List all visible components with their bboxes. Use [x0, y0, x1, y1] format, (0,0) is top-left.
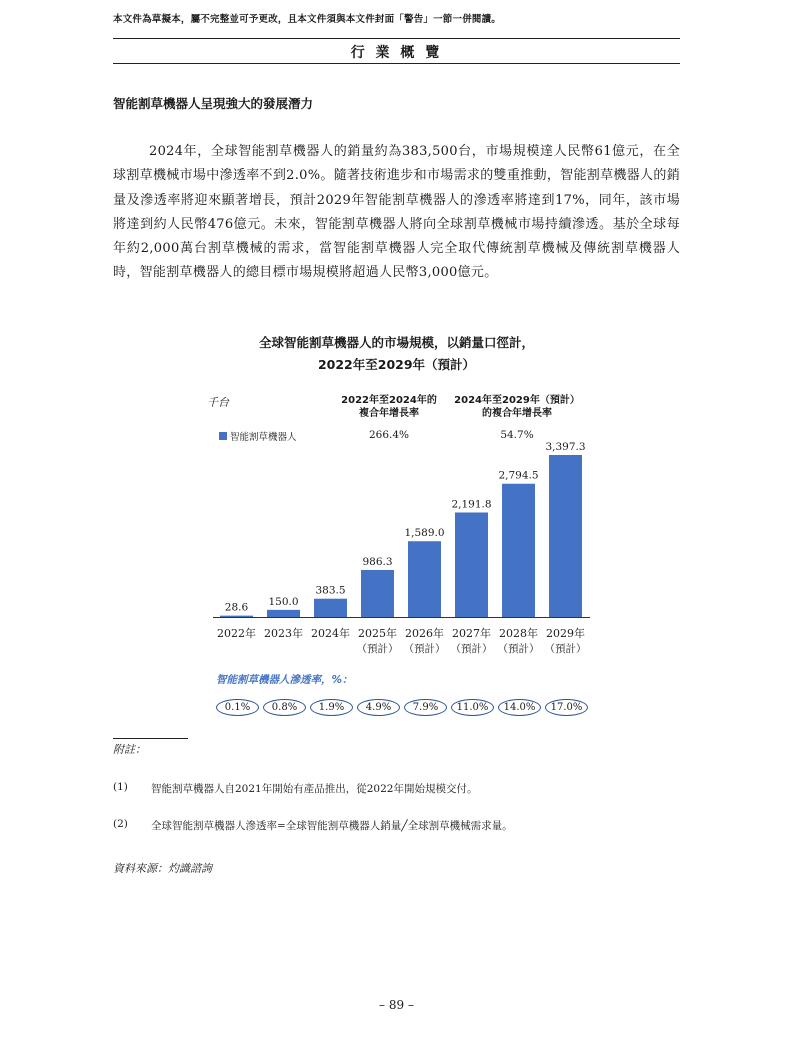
- x-tick-label-6: 2028年: [499, 627, 538, 640]
- x-tick-sublabel-3: （預計）: [356, 643, 399, 655]
- penetration-pill-3: 4.9%: [357, 699, 400, 716]
- bar-1: [267, 610, 300, 617]
- cagr-header-2-line1: 2024年至2029年（預計）: [454, 395, 580, 406]
- draft-notice: 本文件為草擬本，屬不完整並可予更改，且本文件須與本文件封面「警告」一節一併閱讀。: [113, 14, 502, 25]
- penetration-pill-0: 0.1%: [216, 699, 259, 716]
- chart-unit: 千台: [207, 396, 229, 409]
- bar-value-label-1: 150.0: [268, 595, 299, 608]
- penetration-label: 智能割草機器人滲透率，%：: [216, 674, 353, 686]
- page-number: – 89 –: [379, 998, 414, 1012]
- section-title: 行 業 概 覽: [350, 45, 443, 61]
- source-note: 資料來源：灼識諮詢: [113, 862, 212, 875]
- bar-value-label-5: 2,191.8: [451, 498, 492, 511]
- bar-7: [549, 455, 582, 617]
- x-tick-sublabel-4: （預計）: [403, 643, 446, 655]
- cagr-header-1-line2: 複合年增長率: [359, 408, 419, 419]
- body-paragraph: 2024年，全球智能割草機器人的銷量約為383,500台，市場規模達人民幣61億元，在全球割草機械市場中滲透率不到2.0%。隨著技術進步和市場需求的雙重推動，智能割草機器人的銷量及滲透率將迎來顯著增長，預計2029年智能割草機器人的滲透率將達到17%，同年，該市場將達到約人民幣476億元。未來，智能割草機器人將向全球割草機械市場持續滲透。基於全球每年約2,000萬台割草機械的需求，當智能割草機器人完全取代傳統割草機械及傳統割草機器人時，智能割草機器人的總目標市場規模將超過人民幣3,000億元。: [113, 144, 680, 281]
- penetration-pill-4: 7.9%: [404, 699, 447, 716]
- notes-rule: [113, 738, 188, 739]
- section-heading: 智能割草機器人呈現強大的發展潛力: [113, 96, 314, 111]
- x-tick-label-1: 2023年: [264, 627, 303, 640]
- note-2-text: 全球智能割草機器人滲透率=全球智能割草機器人銷量╱全球割草機械需求量。: [151, 820, 513, 832]
- x-tick-label-2: 2024年: [311, 627, 350, 640]
- cagr-value-2: 54.7%: [500, 429, 534, 441]
- x-tick-sublabel-5: （預計）: [450, 643, 493, 655]
- penetration-pill-6: 14.0%: [498, 699, 541, 716]
- bar-value-label-6: 2,794.5: [498, 469, 539, 482]
- x-tick-label-7: 2029年: [546, 627, 585, 640]
- note-1-text: 智能割草機器人自2021年開始有產品推出，從2022年開始規模交付。: [151, 783, 478, 795]
- cagr-header-2-line2: 的複合年增長率: [482, 408, 552, 419]
- x-tick-label-0: 2022年: [217, 627, 256, 640]
- x-tick-label-3: 2025年: [358, 627, 397, 640]
- x-tick-sublabel-7: （預計）: [544, 643, 587, 655]
- x-tick-sublabel-6: （預計）: [497, 643, 540, 655]
- bar-3: [361, 570, 394, 617]
- bar-2: [314, 599, 347, 617]
- bar-6: [502, 484, 535, 617]
- note-2-number: (2): [113, 818, 128, 830]
- penetration-pill-7: 17.0%: [545, 699, 588, 716]
- x-tick-label-5: 2027年: [452, 627, 491, 640]
- bar-4: [408, 541, 441, 617]
- bar-value-label-0: 28.6: [224, 601, 249, 614]
- bar-0: [220, 616, 253, 617]
- chart-title-line2: 2022年至2029年（預計）: [317, 357, 476, 372]
- legend-label: 智能割草機器人: [230, 432, 297, 443]
- bar-value-label-4: 1,589.0: [404, 527, 445, 540]
- cagr-header-1-line1: 2022年至2024年的: [341, 395, 437, 406]
- bar-value-label-3: 986.3: [362, 555, 393, 568]
- cagr-value-1: 266.4%: [368, 429, 410, 441]
- penetration-pill-1: 0.8%: [263, 699, 306, 716]
- penetration-pill-5: 11.0%: [451, 699, 494, 716]
- notes-label: 附註：: [113, 743, 146, 756]
- x-tick-label-4: 2026年: [405, 627, 444, 640]
- bar-5: [455, 512, 488, 617]
- note-1-number: (1): [113, 781, 128, 793]
- chart-title-line1: 全球智能割草機器人的市場規模，以銷量口徑計，: [258, 335, 534, 350]
- bar-value-label-7: 3,397.3: [545, 441, 586, 453]
- bar-value-label-2: 383.5: [315, 584, 346, 597]
- penetration-pill-2: 1.9%: [310, 699, 353, 716]
